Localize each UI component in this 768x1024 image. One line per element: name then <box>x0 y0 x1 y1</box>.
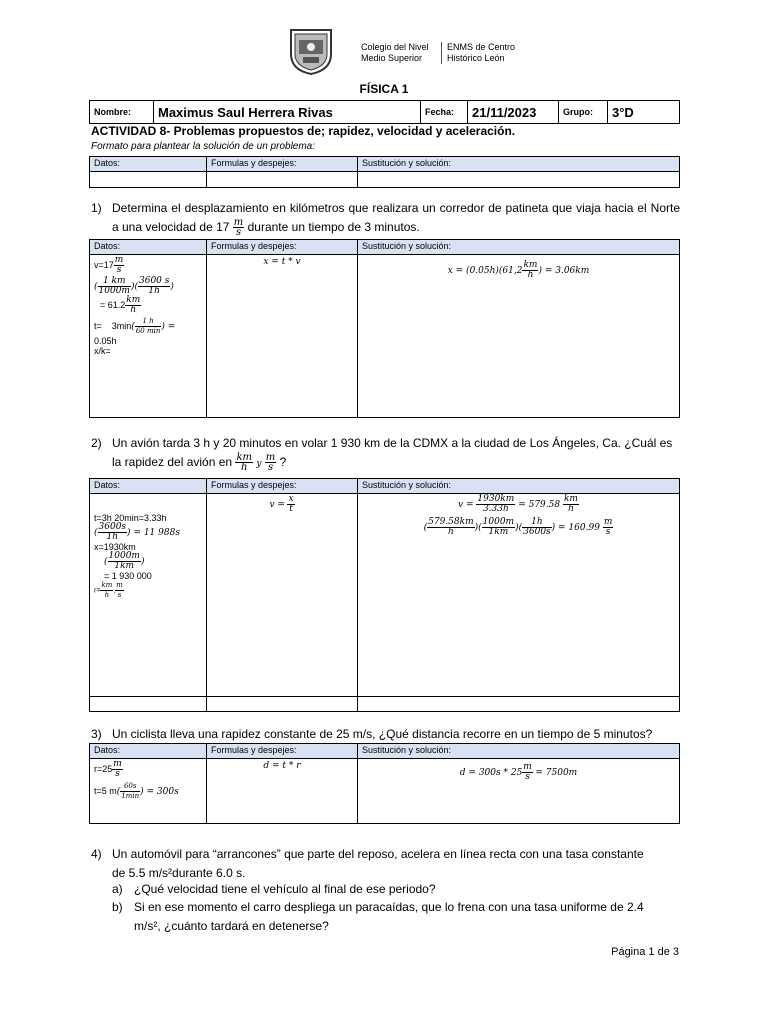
subquestion-a-label: a) <box>112 882 123 896</box>
problem-text: Un avión tarda 3 h y 20 minutos en volar 1 930 km de la CDMX a la ciudad de Los Ángeles, Ca. ¿Cuál es la rapidez del avión en $\frac{km}{h}$ y $\frac{m}{s}$ ? <box>112 434 680 474</box>
solution-line-1: = 579.58 <box>518 500 561 510</box>
data-line: v=17 <box>94 259 114 270</box>
name-value: Maximus Saul Herrera Rivas <box>154 101 421 124</box>
school-line1: Colegio del Nivel <box>361 42 429 52</box>
formula-cell: v = $\frac{x}{t}$ <box>207 494 358 697</box>
problem-text-a: Un automóvil para “arrancones” que parte del reposo, acelera en línea recta con una tasa constante <box>112 847 644 861</box>
problem-text: Determina el desplazamiento en kilómetros que realizara un corredor de patineta que viaja hacia el Norte a una velocidad de 17 $\frac{m}{s}$ durante un tiempo de 3 minutos. <box>112 201 680 239</box>
datos-cell: t=3h 20min=3.33h ( $\frac{3600s}{1h}$ ) = 11 988s x=1930km ( $\frac{1000m}{1km}$ ) = 1 930 000 r= $\frac{km}{h}$ , $\frac{m}{s}$ <box>90 494 207 697</box>
page-title: FÍSICA 1 <box>359 82 409 96</box>
subquestion-b-label: b) <box>112 900 123 914</box>
col-solucion: Sustitución y solución: <box>358 479 680 494</box>
data-line: = 11 988s <box>133 528 180 538</box>
col-solucion: Sustitución y solución: <box>358 157 680 172</box>
data-line: t=3h 20min=3.33h <box>94 513 167 523</box>
campus-line2: Histórico León <box>447 53 505 63</box>
formula-cell <box>207 255 358 418</box>
solution-cell: v = $\frac{1930km}{3.33h}$ = 579.58 $\frac{km}{h}$ ( $\frac{579.58km}{h}$ )( $\frac{1000m}{1km}$ )( $\frac{1h}{3600s}$ ) = 160.99 $\frac{m}{s}$ <box>358 494 680 697</box>
data-line: = 1 930 000 <box>104 571 152 581</box>
formula: d = t * r <box>263 761 301 771</box>
col-formulas: Formulas y despejes: <box>207 157 358 172</box>
data-line: x=1930km <box>94 542 136 552</box>
school-name <box>361 42 429 64</box>
format-caption: Formato para plantear la solución de un problema: <box>91 141 316 152</box>
col-datos: Datos: <box>90 479 207 494</box>
problem-text <box>112 845 680 883</box>
data-line: t=5 m <box>94 786 117 796</box>
col-formulas: Formulas y despejes: <box>207 240 358 255</box>
problem-number: 4) <box>91 847 102 861</box>
problem-number: 2) <box>91 436 102 450</box>
problem-1-table <box>89 239 680 418</box>
col-solucion: Sustitución y solución: <box>358 240 680 255</box>
problem-number: 3) <box>91 727 102 741</box>
data-line: 3min <box>111 321 132 331</box>
solution: d = 300s * 25 <box>459 767 523 778</box>
date-value: 21/11/2023 <box>468 101 559 124</box>
col-formulas: Formulas y despejes: <box>207 744 358 759</box>
data-line: x/k= <box>94 346 111 356</box>
problem-3-table <box>89 743 680 824</box>
solution-cell: d = 300s * 25 $\frac{m}{s}$ = 7500m <box>358 759 680 824</box>
school-logo <box>285 24 337 76</box>
data-line: r= <box>94 587 101 595</box>
problem-text-c: ? <box>279 455 287 469</box>
page-footer: Página 1 de 3 <box>611 946 679 958</box>
solution-cell: x = (0.05h)(61,2 $\frac{km}{h}$ ) = 3.06km <box>358 255 680 418</box>
formula: x = t * v <box>263 257 301 267</box>
datos-cell: v=17 $\frac{m}{s}$ ( $\frac{1 km}{1000m}$ )( $\frac{3600 s}{1h}$ ) = 61.2 $\frac{km}{h}$ t= 3min( $\frac{1 h}{60 \min}$ ) = 0.05h x/k= <box>90 255 207 418</box>
solution-result: = 7500m <box>535 767 578 778</box>
problem-text-b: la rapidez del avión en <box>112 455 233 469</box>
school-line2: Medio Superior <box>361 53 423 63</box>
problem-text-a: Un avión tarda 3 h y 20 minutos en volar 1 930 km de la CDMX a la ciudad de Los Ángeles, Ca. ¿Cuál es <box>112 436 673 450</box>
formula-cell <box>207 759 358 824</box>
formula: v = <box>269 499 285 510</box>
data-line: 0.05h <box>94 336 117 346</box>
problem-text: Un ciclista lleva una rapidez constante de 25 m/s, ¿Qué distancia recorre en un tiempo de 5 minutos? <box>112 727 653 741</box>
problem-text-a: Determina el desplazamiento en kilómetros que realizara un corredor de patineta que viaja hacia el Norte a una velocidad de 17 <box>112 201 680 234</box>
data-line: = 300s <box>146 787 179 797</box>
activity-title: ACTIVIDAD 8- Problemas propuestos de; rapidez, velocidad y aceleración. <box>91 124 516 138</box>
problem-text-b: durante un tiempo de 3 minutos. <box>247 220 420 234</box>
col-datos: Datos: <box>90 157 207 172</box>
problem-number: 1) <box>91 201 102 215</box>
solution: x = (0.05h)(61,2 <box>447 265 523 276</box>
group-value: 3°D <box>608 101 680 124</box>
col-datos: Datos: <box>90 240 207 255</box>
campus-name <box>441 42 515 64</box>
data-line: = 61.2 <box>100 299 126 310</box>
subquestion-b-line1: Si en ese momento el carro despliega un paracaídas, que lo frena con una tasa uniforme de 2.4 <box>134 900 644 914</box>
solution-result: ) = 3.06km <box>538 265 590 276</box>
problem-2-table <box>89 478 680 712</box>
date-label: Fecha: <box>421 101 468 124</box>
subquestion-a: ¿Qué velocidad tiene el vehículo al final de ese periodo? <box>134 882 436 896</box>
subquestion-b-line2: m/s², ¿cuánto tardará en detenerse? <box>134 919 329 933</box>
student-info-table <box>89 100 680 124</box>
subquestion-b <box>134 898 680 936</box>
campus-line1: ENMS de Centro <box>447 42 516 52</box>
name-label: Nombre: <box>90 101 154 124</box>
data-line: r=25 <box>94 763 113 774</box>
solution-line-2: = 160.99 <box>558 523 600 533</box>
col-solucion: Sustitución y solución: <box>358 744 680 759</box>
datos-cell: r=25 $\frac{m}{s}$ t=5 m( $\frac{60s}{1\min}$ ) = 300s <box>90 759 207 824</box>
template-table <box>89 156 680 188</box>
problem-text-b: de 5.5 m/s²durante 6.0 s. <box>112 866 246 880</box>
col-datos: Datos: <box>90 744 207 759</box>
data-line: t= <box>94 321 102 331</box>
col-formulas: Formulas y despejes: <box>207 479 358 494</box>
group-label: Grupo: <box>559 101 608 124</box>
